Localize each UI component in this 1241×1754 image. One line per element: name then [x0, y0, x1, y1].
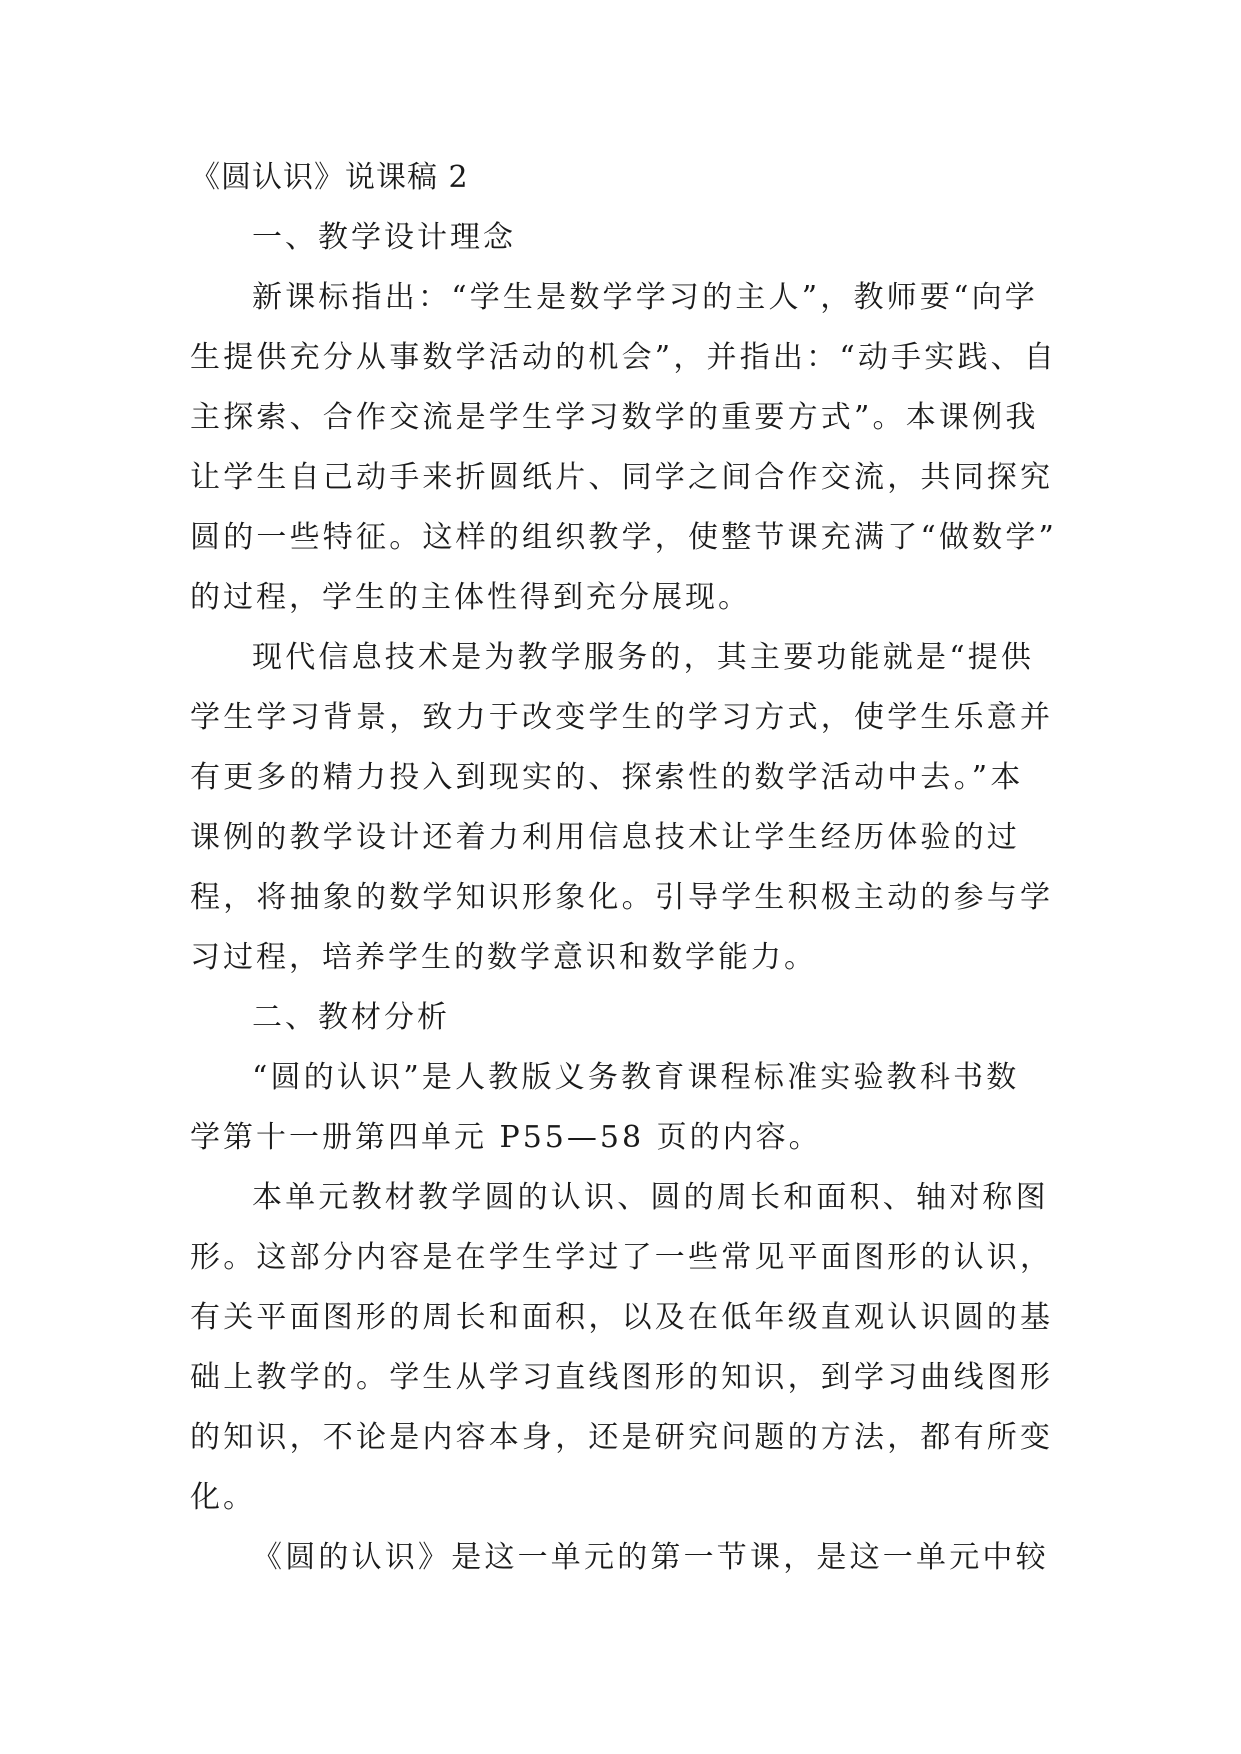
paragraph-line: 主探索、合作交流是学生学习数学的重要方式”。本课例我	[190, 400, 1039, 435]
paragraph	[190, 1178, 1054, 1538]
paragraph-line: 现代信息技术是为教学服务的，其主要功能就是“提供	[252, 640, 1035, 675]
paragraph	[190, 1538, 1050, 1598]
paragraph-line: 本单元教材教学圆的认识、圆的周长和面积、轴对称图	[252, 1180, 1049, 1215]
paragraph-line: 础上教学的。学生从学习直线图形的知识，到学习曲线图形	[190, 1360, 1054, 1395]
paragraph-line: 《圆的认识》是这一单元的第一节课，是这一单元中较	[252, 1540, 1049, 1575]
paragraph-line: 让学生自己动手来折圆纸片、同学之间合作交流，共同探究	[190, 460, 1054, 495]
paragraph-line: 生提供充分从事数学活动的机会”，并指出：“动手实践、自	[190, 340, 1058, 375]
paragraph-line: 习过程，培养学生的数学意识和数学能力。	[190, 940, 817, 975]
paragraph-line: 的知识，不论是内容本身，还是研究问题的方法，都有所变	[190, 1420, 1054, 1455]
paragraph-line: 课例的教学设计还着力利用信息技术让学生经历体验的过	[190, 820, 1020, 855]
paragraph-line: “圆的认识”是人教版义务教育课程标准实验教科书数	[252, 1060, 1020, 1095]
paragraph-line: 学生学习背景，致力于改变学生的学习方式，使学生乐意并	[190, 700, 1054, 735]
paragraph-line: 的过程，学生的主体性得到充分展现。	[190, 580, 751, 615]
paragraph	[190, 1058, 1050, 1178]
paragraph-line: 圆的一些特征。这样的组织教学，使整节课充满了“做数学”	[190, 520, 1058, 555]
document-title: 《圆认识》说课稿 2	[190, 160, 469, 195]
paragraph-line: 有更多的精力投入到现实的、探索性的数学活动中去。”本	[190, 760, 1024, 795]
paragraph-line: 有关平面图形的周长和面积，以及在低年级直观认识圆的基	[190, 1300, 1054, 1335]
paragraph-line: 化。	[190, 1480, 256, 1515]
paragraph-line: 新课标指出：“学生是数学学习的主人”，教师要“向学	[252, 280, 1039, 315]
paragraph-line: 学第十一册第四单元 P55—58 页的内容。	[190, 1120, 822, 1155]
paragraph	[190, 278, 1058, 638]
paragraph-line: 形。这部分内容是在学生学过了一些常见平面图形的认识，	[190, 1240, 1054, 1275]
section-heading: 二、教材分析	[252, 1000, 450, 1035]
paragraph-line: 程，将抽象的数学知识形象化。引导学生积极主动的参与学	[190, 880, 1054, 915]
document-body	[190, 158, 1058, 1598]
paragraph	[190, 638, 1054, 998]
section-heading: 一、教学设计理念	[252, 220, 516, 255]
